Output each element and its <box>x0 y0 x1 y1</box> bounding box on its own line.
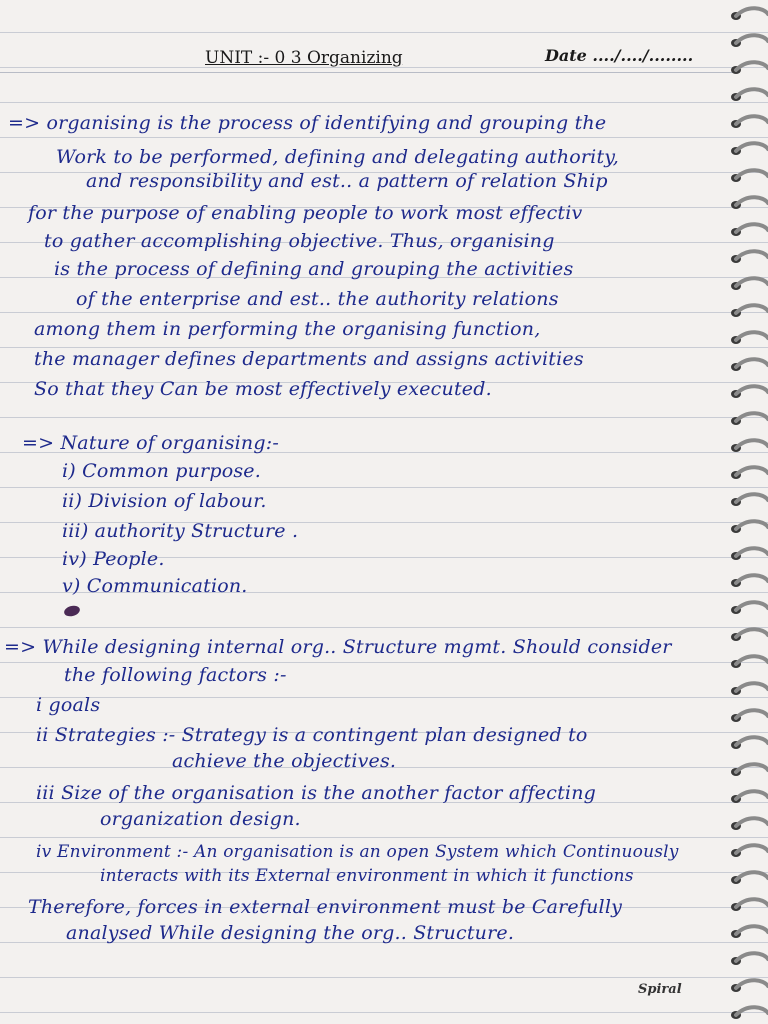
design-line: interacts with its External environment in which it functions <box>100 866 634 886</box>
para1-line: and responsibility and est.. a pattern of relation Ship <box>86 170 608 192</box>
spiral-ring <box>736 35 768 43</box>
spiral-ring <box>736 89 768 97</box>
nature-item: ii) Division of labour. <box>62 490 267 512</box>
spiral-ring <box>736 575 768 583</box>
spiral-ring <box>736 764 768 772</box>
design-line: iii Size of the organisation is the another factor affecting <box>36 782 597 804</box>
nature-item: iii) authority Structure . <box>62 520 299 542</box>
date-field: Date ..../..../........ <box>545 46 694 65</box>
nature-item: iv) People. <box>62 548 165 570</box>
page-title: UNIT :- 0 3 Organizing <box>205 48 403 68</box>
design-line: i goals <box>36 694 101 716</box>
spiral-ring <box>736 170 768 178</box>
spiral-ring <box>736 521 768 529</box>
design-line: ii Strategies :- Strategy is a contingent plan designed to <box>36 724 588 746</box>
nature-item: i) Common purpose. <box>62 460 261 482</box>
spiral-ring <box>736 602 768 610</box>
para1-line: Work to be performed, defining and delegating authority, <box>56 146 619 168</box>
spiral-ring <box>736 845 768 853</box>
spiral-ring <box>736 305 768 313</box>
spiral-ring <box>736 62 768 70</box>
spiral-ring <box>736 953 768 961</box>
design-line: iv Environment :- An organisation is an open System which Continuously <box>36 842 679 862</box>
spiral-ring <box>736 224 768 232</box>
spiral-ring <box>736 467 768 475</box>
spiral-ring <box>736 278 768 286</box>
para1-line: So that they Can be most effectively executed. <box>34 378 492 400</box>
nature-heading: => Nature of organising:- <box>22 432 279 454</box>
spiral-ring <box>736 710 768 718</box>
spiral-ring <box>736 818 768 826</box>
para1-line: to gather accomplishing objective. Thus, organising <box>44 230 555 252</box>
nature-item: v) Communication. <box>62 575 248 597</box>
spiral-ring <box>736 8 768 16</box>
brand-mark: Spiral <box>638 982 682 997</box>
para1-line: among them in performing the organising function, <box>34 318 541 340</box>
spiral-ring <box>736 197 768 205</box>
spiral-ring <box>736 332 768 340</box>
spiral-ring <box>736 656 768 664</box>
design-line: organization design. <box>100 808 301 830</box>
para1-line: the manager defines departments and assigns activities <box>34 348 584 370</box>
para1-line: of the enterprise and est.. the authority relations <box>76 288 559 310</box>
spiral-ring <box>736 629 768 637</box>
spiral-ring <box>736 926 768 934</box>
spiral-binding <box>728 0 768 1024</box>
spiral-ring <box>736 791 768 799</box>
spiral-ring <box>736 386 768 394</box>
ink-blot <box>63 604 81 618</box>
spiral-ring <box>736 872 768 880</box>
spiral-ring <box>736 737 768 745</box>
spiral-ring <box>736 413 768 421</box>
spiral-ring <box>736 494 768 502</box>
design-intro-line: the following factors :- <box>64 664 287 686</box>
header-rule <box>0 72 740 73</box>
spiral-ring <box>736 899 768 907</box>
spiral-ring <box>736 683 768 691</box>
spiral-ring <box>736 440 768 448</box>
spiral-ring <box>736 980 768 988</box>
para1-line: is the process of defining and grouping the activities <box>54 258 574 280</box>
spiral-ring <box>736 143 768 151</box>
design-intro-line: => While designing internal org.. Structure mgmt. Should consider <box>4 636 672 658</box>
spiral-ring <box>736 359 768 367</box>
design-line: analysed While designing the org.. Structure. <box>66 922 515 944</box>
para1-line: for the purpose of enabling people to work most effectiv <box>28 202 583 224</box>
design-line: achieve the objectives. <box>172 750 397 772</box>
spiral-ring <box>736 116 768 124</box>
spiral-ring <box>736 548 768 556</box>
spiral-ring <box>736 251 768 259</box>
design-line: Therefore, forces in external environment must be Carefully <box>28 896 623 918</box>
spiral-ring <box>736 1007 768 1015</box>
para1-line: => organising is the process of identifying and grouping the <box>8 112 607 134</box>
